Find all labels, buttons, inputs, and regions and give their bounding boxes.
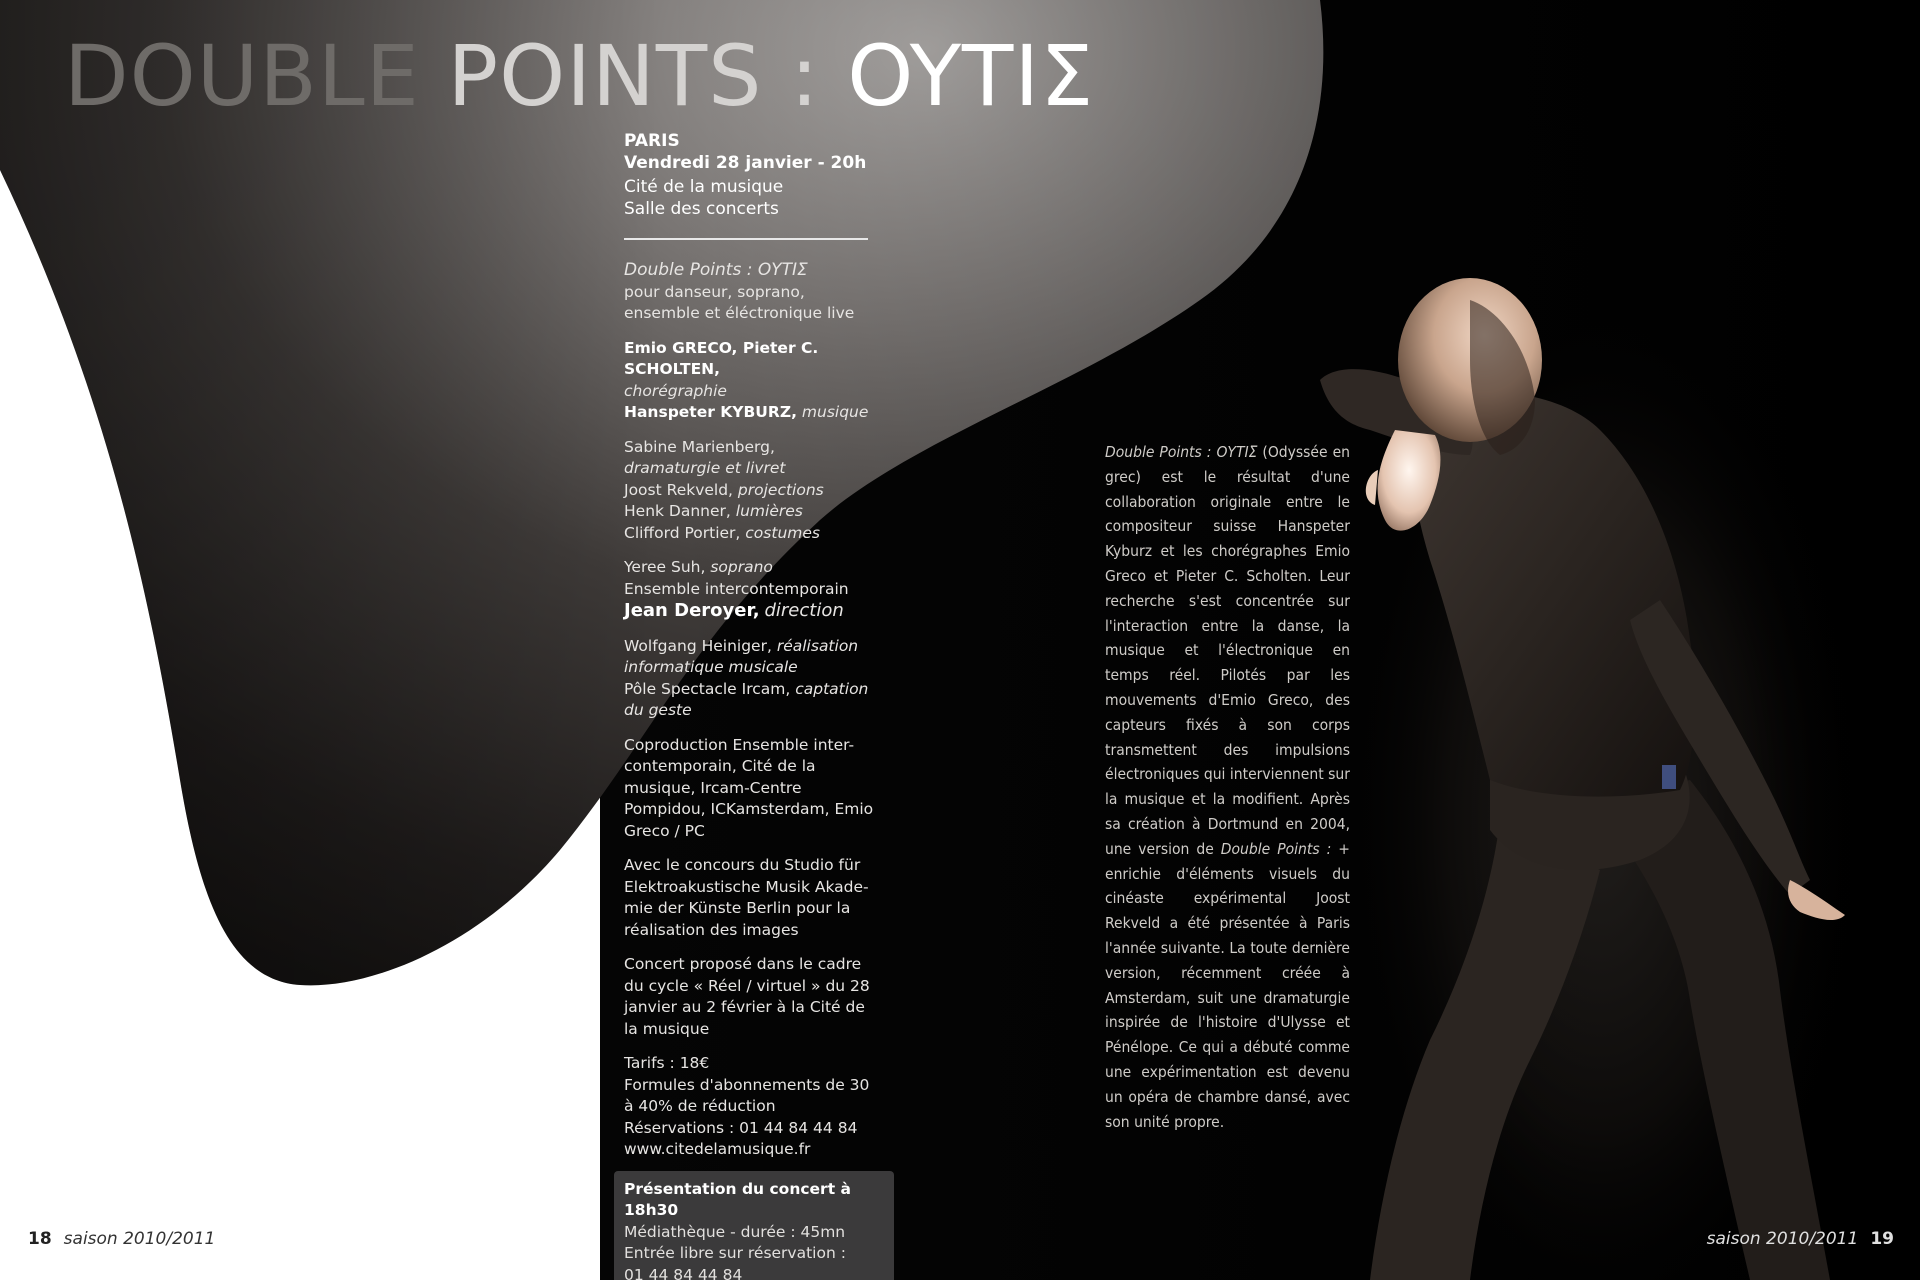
title-part-2: POINTS : [447,27,848,125]
conductor-name: Jean Deroyer, [624,600,760,621]
ensemble-name: Ensemble intercontemporain [624,579,849,598]
pricing-block [624,1053,874,1161]
credit-role: lumières [735,502,803,520]
technical-block [624,636,874,722]
season-label-left: saison 2010/2011 [63,1229,216,1249]
creators-names: Emio GRECO, Pieter C. SCHOLTEN, [624,338,819,378]
conductor-role: direction [764,600,844,621]
event-venue: Cité de la musique [624,177,784,197]
composer-role: musique [801,403,869,421]
cycle-text: Concert proposé dans le cadre du cycle « Réel / virtuel » du 28 janvier au 2 février à la Cité de la musique [624,955,870,1038]
body-lead-italic: Double Points : OYTIΣ [1105,443,1258,461]
tech2-role: captation du geste [624,679,869,719]
presentation-phone: 01 44 84 44 84 [624,1265,743,1280]
work-description: pour danseur, soprano, ensemble et éléctronique live [624,282,855,322]
singer-name: Yeree Suh, [624,558,706,576]
divider [624,238,868,240]
creators-block [624,338,874,424]
support-text: Avec le concours du Studio für Elektroakustische Musik Akade-mie der Künste Berlin pour la réalisation des images [624,856,869,939]
tech2-name: Pôle Spectacle Ircam, [624,679,791,698]
article-body [1105,440,1350,1134]
page-number-left: 18 [28,1229,52,1249]
event-hall: Salle des concerts [624,199,779,219]
presentation-place: Médiathèque - durée : 45mn [624,1222,846,1241]
tech1-name: Wolfgang Heiniger, [624,636,772,655]
composer-name: Hanspeter KYBURZ, [624,403,797,421]
credit-role: costumes [745,523,820,542]
tarifs: Tarifs : 18€ [624,1054,710,1072]
title-part-1: DOUBLE [64,27,420,125]
credit-role: dramaturgie et livret [624,459,786,477]
singer-role: soprano [710,558,773,576]
event-date: Vendredi 28 janvier - 20h [624,153,867,173]
event-info-column [624,130,874,1280]
presentation-title: Présentation du concert à 18h30 [624,1179,851,1219]
page-number-right: 19 [1870,1229,1894,1249]
presentation-box [614,1171,894,1280]
credit-name: Henk Danner, [624,502,731,520]
tech1-role: réalisation informatique musicale [624,636,859,676]
presentation-entry: Entrée libre sur réservation : [624,1244,846,1262]
performers-block [624,557,874,623]
credits-block [624,437,874,545]
formules: Formules d'abonnements de 30 à 40% de réduction [624,1075,870,1115]
body-mid-italic: Double Points : + [1220,839,1350,858]
coproduction-text: Coproduction Ensemble inter-contemporain, Cité de la musique, Ircam-Centre Pompidou, ICKamsterdam, Emio Greco / PC [624,735,874,840]
creators-role: chorégraphie [624,381,727,400]
reservations: Réservations : 01 44 84 44 84 [624,1118,858,1137]
body-part-2: enrichie d'éléments visuels du cinéaste expérimental Joost Rekveld a été présentée à Paris l'année suivante. La toute dernière version, récemment créée à Amsterdam, suit une dramaturgie inspirée de l'histoire d'Ulysse et Pénélope. Ce qui a débuté comme une expérimentation est devenu un opéra de chambre dansé, avec son unité propre. [1105,864,1350,1131]
credit-name: Sabine Marienberg, [624,437,775,456]
footer-left [28,1229,215,1249]
credit-role: projections [737,480,824,499]
page-title [64,27,1095,125]
footer-right [1707,1229,1894,1249]
event-city: PARIS [624,131,680,151]
website-link[interactable]: www.citedelamusique.fr [624,1140,811,1158]
work-block [624,260,874,325]
title-part-3: OYTIΣ [847,27,1095,125]
season-label-right: saison 2010/2011 [1706,1229,1859,1249]
body-part-1: (Odyssée en grec) est le résultat d'une collaboration originale entre le compositeur suisse Hanspeter Kyburz et les chorégraphes Emio Greco et Pieter C. Scholten. Leur recherche s'est concentrée sur l'interaction entre la danse, la musique et l'électronique en temps réel. Pilotés par les mouvements d'Emio Greco, des capteurs fixés à son corps transmettent des impulsions électroniques qui interviennent sur la musique et la modifient. Après sa création à Dortmund en 2004, une version de [1105,443,1350,858]
credit-name: Joost Rekveld, [624,480,733,499]
credit-name: Clifford Portier, [624,523,741,542]
work-title: Double Points : OYTIΣ [624,260,808,280]
